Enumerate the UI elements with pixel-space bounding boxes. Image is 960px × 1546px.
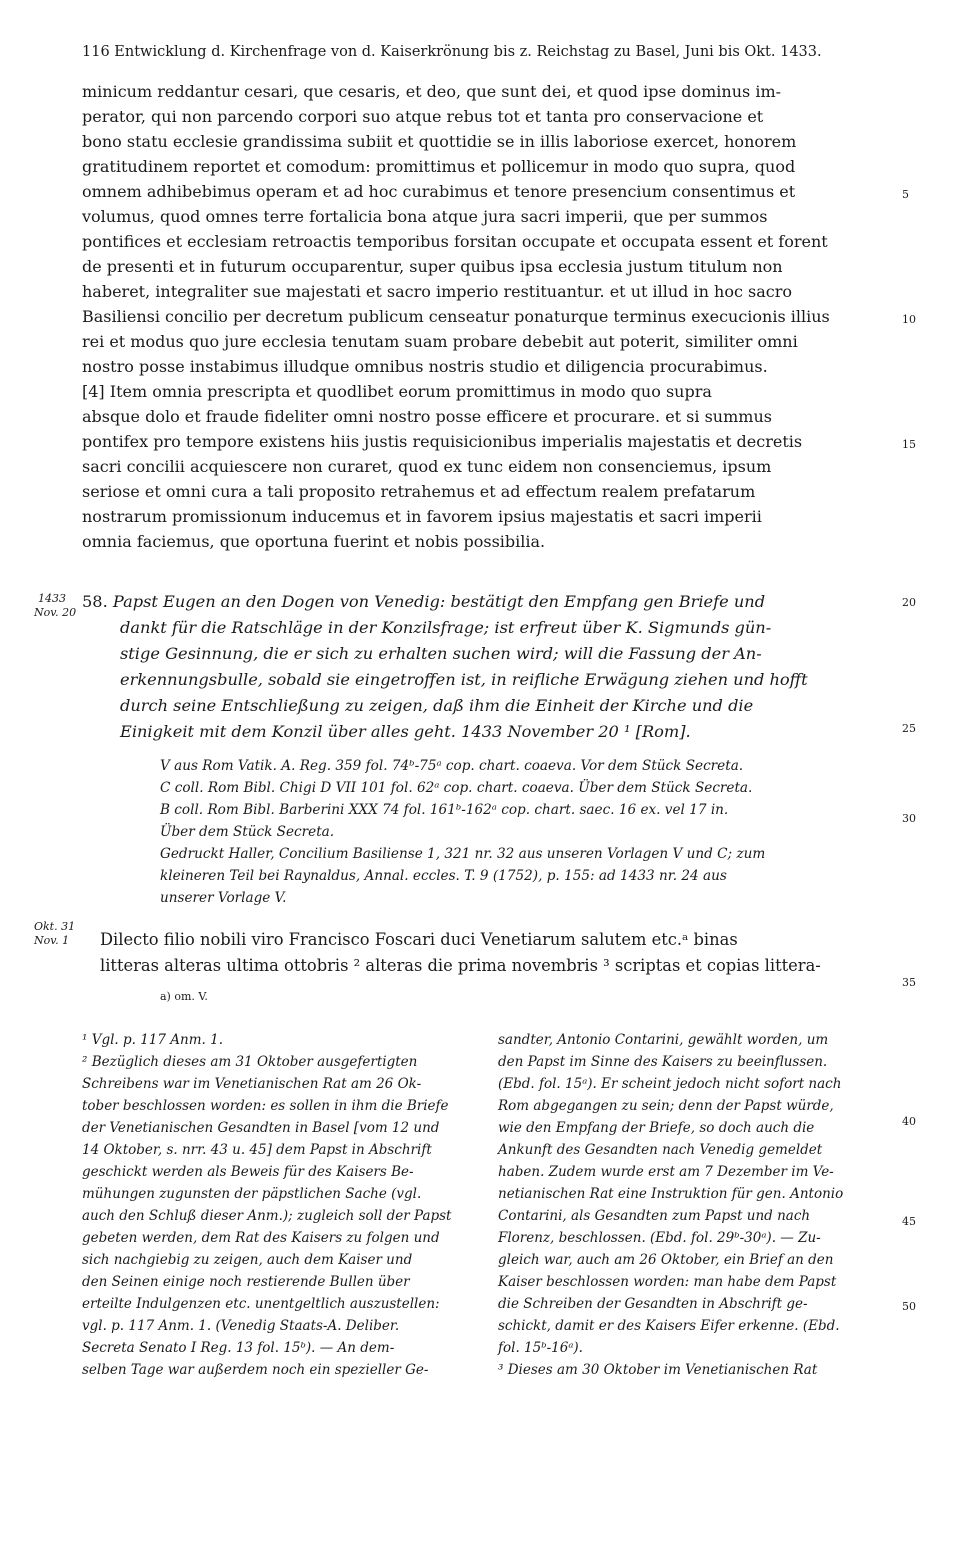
footnote-line: der Venetianischen Gesandten in Basel [vom 12 und bbox=[82, 1120, 440, 1136]
text-line: de presenti et in futurum occuparentur, super quibus ipsa ecclesia justum titulum non bbox=[82, 257, 783, 276]
text-line: omnia faciemus, que oportuna fuerint et nobis possibilia. bbox=[82, 532, 546, 551]
line-number: 20 bbox=[902, 596, 916, 609]
text-line: volumus, quod omnes terre fortalicia bona atque jura sacri imperii, que per summos bbox=[82, 207, 768, 226]
margin-date-b: Nov. 1 bbox=[34, 934, 70, 947]
text-line: Basiliensi concilio per decretum publicum censeatur ponaturque terminus execucionis illius bbox=[82, 307, 830, 326]
text-line: perator, qui non parcendo corpori suo atque rebus tot et tanta pro conservacione et bbox=[82, 107, 764, 126]
entry-title-line: durch seine Entschließung zu zeigen, daß ihm die Einheit der Kirche und die bbox=[120, 696, 754, 715]
text-line: haberet, integraliter sue majestati et sacro imperio restituantur. et ut illud in hoc sacro bbox=[82, 282, 792, 301]
text-line: bono statu ecclesie grandissima subiit et quottidie se in illis laboriose exercet, honorem bbox=[82, 132, 797, 151]
text-line: minicum reddantur cesari, que cesaris, et deo, que sunt dei, et quod ipse dominus im- bbox=[82, 82, 782, 101]
source-line: C coll. Rom Bibl. Chigi D VII 101 fol. 62ᵃ cop. chart. coaeva. Über dem Stück Secreta. bbox=[160, 780, 753, 796]
source-line: Gedruckt Haller, Concilium Basiliense 1, 321 nr. 32 aus unseren Vorlagen V und C; zum bbox=[160, 846, 766, 862]
footnote-line: mühungen zugunsten der päpstlichen Sache (vgl. bbox=[82, 1186, 422, 1202]
footnote-line: ³ Dieses am 30 Oktober im Venetianischen Rat bbox=[498, 1362, 818, 1378]
line-number: 15 bbox=[902, 438, 916, 451]
footnote-line: tober beschlossen worden: es sollen in ihm die Briefe bbox=[82, 1098, 449, 1114]
running-header: 116 Entwicklung d. Kirchenfrage von d. Kaiserkrönung bis z. Reichstag zu Basel, Juni bis Okt. 1433. bbox=[82, 44, 822, 60]
letter-line: Dilecto filio nobili viro Francisco Foscari duci Venetiarum salutem etc.ᵃ binas bbox=[100, 930, 738, 949]
text-line: omnem adhibebimus operam et ad hoc curabimus et tenore presencium consentimus et bbox=[82, 182, 796, 201]
line-number: 35 bbox=[902, 976, 916, 989]
entry-title-line bbox=[82, 592, 897, 611]
line-number: 40 bbox=[902, 1115, 916, 1128]
line-number: 5 bbox=[902, 188, 909, 201]
text-line: [4] Item omnia prescripta et quodlibet eorum promittimus in modo quo supra bbox=[82, 382, 712, 401]
footnote-line: sandter, Antonio Contarini, gewählt worden, um bbox=[498, 1032, 829, 1048]
footnote-line: fol. 15ᵇ-16ᵃ). bbox=[498, 1340, 583, 1356]
source-line: V aus Rom Vatik. A. Reg. 359 fol. 74ᵇ-75ᵃ cop. chart. coaeva. Vor dem Stück Secreta. bbox=[160, 758, 744, 774]
footnote-line: Secreta Senato I Reg. 13 fol. 15ᵇ). — An dem- bbox=[82, 1340, 395, 1356]
text-line: pontifices et ecclesiam retroactis temporibus forsitan occupate et occupata essent et forent bbox=[82, 232, 828, 251]
entry-number: 58. bbox=[82, 592, 108, 611]
text-line: pontifex pro tempore existens hiis justis requisicionibus imperialis majestatis et decretis bbox=[82, 432, 803, 451]
line-number: 50 bbox=[902, 1300, 916, 1313]
footnote-line: Ankunft des Gesandten nach Venedig gemeldet bbox=[498, 1142, 823, 1158]
footnote-line: Rom abgegangen zu sein; denn der Papst würde, bbox=[498, 1098, 834, 1114]
text-line: rei et modus quo jure ecclesia tenutam suam probare debebit aut poterit, similiter omni bbox=[82, 332, 798, 351]
footnote-line: selben Tage war außerdem noch ein spezieller Ge- bbox=[82, 1362, 429, 1378]
margin-date bbox=[34, 592, 76, 620]
text-line: gratitudinem reportet et comodum: promittimus et pollicemur in modo quo supra, quod bbox=[82, 157, 796, 176]
text-line: sacri concilii acquiescere non curaret, quod ex tunc eidem non consenciemus, ipsum bbox=[82, 457, 772, 476]
footnote-line: auch den Schluß dieser Anm.); zugleich soll der Papst bbox=[82, 1208, 452, 1224]
line-number: 25 bbox=[902, 722, 916, 735]
margin-date-year: 1433 bbox=[38, 592, 66, 605]
footnote-line: gleich war, auch am 26 Oktober, ein Brief an den bbox=[498, 1252, 834, 1268]
margin-date bbox=[34, 920, 75, 948]
line-number: 45 bbox=[902, 1215, 916, 1228]
source-line: kleineren Teil bei Raynaldus, Annal. eccles. T. 9 (1752), p. 155: ad 1433 nr. 24 aus bbox=[160, 868, 727, 884]
footnote-line: netianischen Rat eine Instruktion für gen. Antonio bbox=[498, 1186, 844, 1202]
entry-title-line: erkennungsbulle, sobald sie eingetroffen ist, in reifliche Erwägung ziehen und hofft bbox=[120, 670, 808, 689]
footnote-line: Kaiser beschlossen worden: man habe dem Papst bbox=[498, 1274, 837, 1290]
footnote-line: 14 Oktober, s. nrr. 43 u. 45] dem Papst in Abschrift bbox=[82, 1142, 432, 1158]
footnote-line: geschickt werden als Beweis für des Kaisers Be- bbox=[82, 1164, 414, 1180]
footnote-line: gebeten werden, dem Rat des Kaisers zu folgen und bbox=[82, 1230, 440, 1246]
footnote-line: (Ebd. fol. 15ᵃ). Er scheint jedoch nicht sofort nach bbox=[498, 1076, 842, 1092]
line-number: 10 bbox=[902, 313, 916, 326]
footnote-line: haben. Zudem wurde erst am 7 Dezember im Ve- bbox=[498, 1164, 834, 1180]
footnote-line: Florenz, beschlossen. (Ebd. fol. 29ᵇ-30ᵃ). — Zu- bbox=[498, 1230, 821, 1246]
margin-date-day: Nov. 20 bbox=[34, 606, 77, 619]
line-number: 30 bbox=[902, 812, 916, 825]
footnote-line: den Papst im Sinne des Kaisers zu beeinflussen. bbox=[498, 1054, 828, 1070]
letter-line: litteras alteras ultima ottobris ² alteras die prima novembris ³ scriptas et copias littera- bbox=[100, 956, 821, 975]
entry-title-line: Einigkeit mit dem Konzil über alles geht. 1433 November 20 ¹ [Rom]. bbox=[120, 722, 691, 741]
footnote-line: erteilte Indulgenzen etc. unentgeltlich auszustellen: bbox=[82, 1296, 440, 1312]
entry-title-line: stige Gesinnung, die er sich zu erhalten suchen wird; will die Fassung der An- bbox=[120, 644, 762, 663]
footnote-line: Schreibens war im Venetianischen Rat am 26 Ok- bbox=[82, 1076, 422, 1092]
footnote-line: ² Bezüglich dieses am 31 Oktober ausgefertigten bbox=[82, 1054, 418, 1070]
footnote-line: den Seinen einige noch restierende Bullen über bbox=[82, 1274, 410, 1290]
footnote-line: vgl. p. 117 Anm. 1. (Venedig Staats-A. Deliber. bbox=[82, 1318, 400, 1334]
text-line: nostrarum promissionum inducemus et in favorem ipsius majestatis et sacri imperii bbox=[82, 507, 762, 526]
footnote-line: sich nachgiebig zu zeigen, auch dem Kaiser und bbox=[82, 1252, 413, 1268]
footnote-line: ¹ Vgl. p. 117 Anm. 1. bbox=[82, 1032, 223, 1048]
footnote-line: schickt, damit er des Kaisers Eifer erkenne. (Ebd. bbox=[498, 1318, 840, 1334]
entry-title-text: Papst Eugen an den Dogen von Venedig: bestätigt den Empfang gen Briefe und bbox=[112, 592, 766, 611]
footnote-line: wie den Empfang der Briefe, so doch auch die bbox=[498, 1120, 815, 1136]
source-line: Über dem Stück Secreta. bbox=[160, 824, 335, 840]
margin-date-a: Okt. 31 bbox=[34, 920, 76, 933]
text-line: nostro posse instabimus illudque omnibus nostris studio et diligencia procurabimus. bbox=[82, 357, 768, 376]
entry-title-line: dankt für die Ratschläge in der Konzilsfrage; ist erfreut über K. Sigmunds gün- bbox=[120, 618, 772, 637]
source-line: unserer Vorlage V. bbox=[160, 890, 287, 906]
apparatus-note: a) om. V. bbox=[160, 990, 208, 1003]
text-line: absque dolo et fraude fideliter omni nostro posse efficere et procurare. et si summus bbox=[82, 407, 772, 426]
text-line: seriose et omni cura a tali proposito retrahemus et ad effectum realem prefatarum bbox=[82, 482, 756, 501]
footnote-line: die Schreiben der Gesandten in Abschrift ge- bbox=[498, 1296, 808, 1312]
footnote-line: Contarini, als Gesandten zum Papst und nach bbox=[498, 1208, 811, 1224]
source-line: B coll. Rom Bibl. Barberini XXX 74 fol. 161ᵇ-162ᵃ cop. chart. saec. 16 ex. vel 17 in. bbox=[160, 802, 729, 818]
